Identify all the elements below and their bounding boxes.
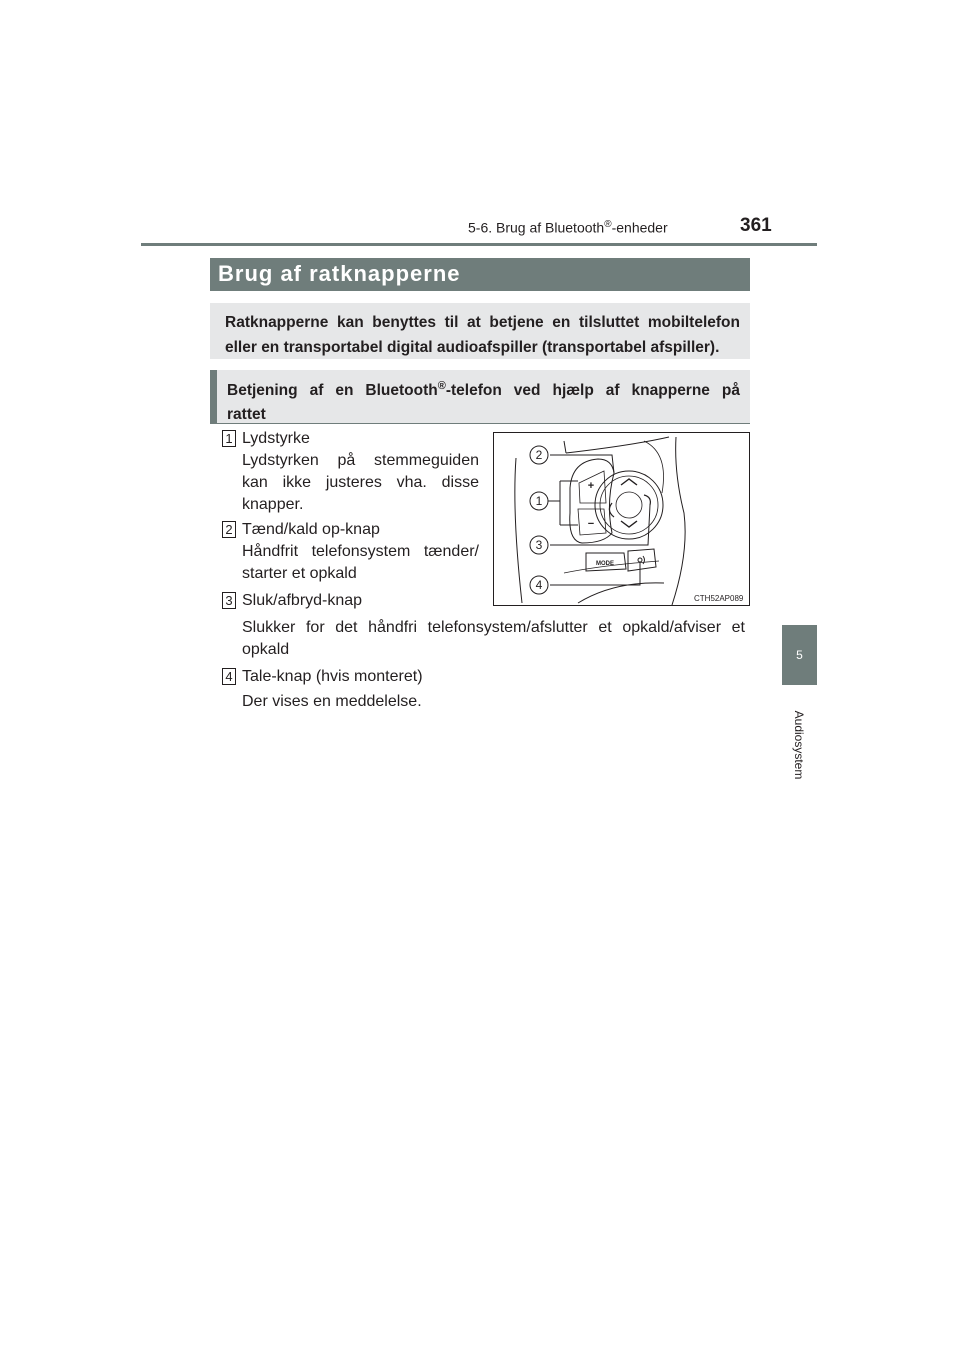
- steering-wheel-illustration: [494, 433, 749, 605]
- item-number-4: 4: [222, 668, 236, 685]
- item-label-4: Tale-knap (hvis monteret): [242, 668, 423, 685]
- item-desc-1-line-3: knapper.: [242, 496, 304, 513]
- item-number-1: 1: [222, 430, 236, 447]
- item-label-2: Tænd/kald op-knap: [242, 521, 380, 538]
- page-number: 361: [740, 215, 772, 236]
- callout-2: 2: [535, 448, 543, 462]
- item-desc-2-line-2: starter et opkald: [242, 565, 357, 582]
- mode-button-label: MODE: [596, 561, 614, 567]
- volume-minus-label: −: [587, 518, 595, 530]
- page-title: Brug af ratknapperne: [210, 258, 750, 291]
- chapter-tab[interactable]: 5: [782, 625, 817, 685]
- header-rule: [141, 243, 817, 246]
- item-desc-1-line-2: kan ikke justeres vha. disse: [242, 474, 479, 491]
- item-desc-1-line-1: Lydstyrken på stemmeguiden: [242, 452, 479, 469]
- item-desc-4-line-1: Der vises en meddelelse.: [242, 693, 422, 710]
- item-number-3: 3: [222, 592, 236, 609]
- chapter-name: Audiosystem: [792, 710, 806, 780]
- callout-1: 1: [535, 494, 543, 508]
- subheading: Betjening af en Bluetooth®-telefon ved hjælp af knapperne på rattet: [210, 370, 750, 423]
- item-number-2: 2: [222, 521, 236, 538]
- callout-3: 3: [535, 538, 543, 552]
- callout-4: 4: [535, 578, 543, 592]
- item-desc-2-line-1: Håndfrit telefonsystem tænder/: [242, 543, 479, 560]
- item-label-3: Sluk/afbryd-knap: [242, 592, 363, 609]
- item-desc-3-line-2: opkald: [242, 641, 290, 658]
- steering-switch-figure: [493, 432, 750, 606]
- item-desc-3-line-1: Slukker for det håndfri telefonsystem/afslutter et opkald/afviser et: [242, 619, 745, 636]
- section-header: 5-6. Brug af Bluetooth®-enheder: [468, 219, 668, 236]
- figure-code: CTH52AP089: [694, 594, 744, 603]
- item-label-1: Lydstyrke: [242, 430, 310, 447]
- subheading-rule: [210, 423, 750, 424]
- intro-text: Ratknapperne kan benyttes til at betjene en tilsluttet mobiltelefon eller en transportabel digital audioafspiller (transportabel afspiller).: [210, 303, 750, 359]
- volume-plus-label: +: [587, 480, 595, 492]
